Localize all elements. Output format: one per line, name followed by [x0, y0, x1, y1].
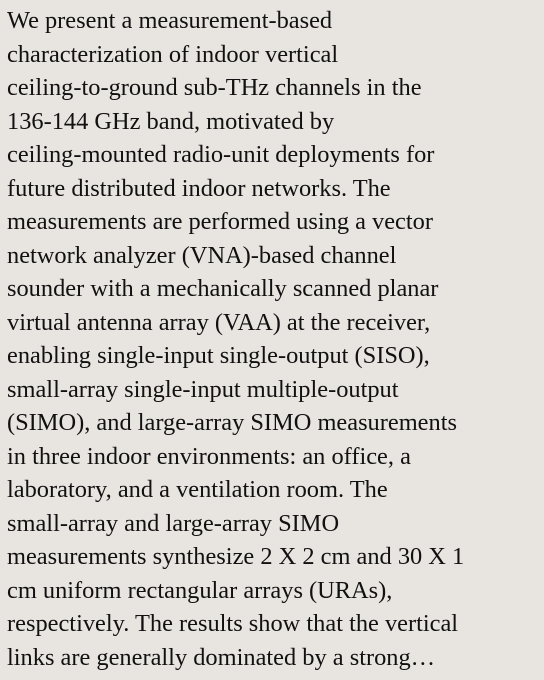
abstract-line: respectively. The results show that the vertical: [7, 610, 459, 637]
abstract-line: (SIMO), and large-array SIMO measurements: [7, 409, 457, 436]
abstract-line: small-array and large-array SIMO: [7, 509, 340, 537]
abstract-line: measurements synthesize 2 X 2 cm and 30 X 1: [7, 543, 465, 570]
abstract-line: links are generally dominated by a strong…: [7, 643, 436, 671]
abstract-line: future distributed indoor networks. The: [7, 174, 391, 202]
abstract-line: ceiling-to-ground sub-THz channels in the: [7, 74, 422, 101]
abstract-text: [7, 4, 537, 674]
abstract-line: measurements are performed using a vector: [7, 208, 433, 235]
abstract-line: small-array single-input multiple-output: [7, 375, 399, 403]
abstract-line: network analyzer (VNA)-based channel: [7, 241, 397, 269]
abstract-line: enabling single-input single-output (SISO),: [7, 342, 430, 369]
abstract-line: virtual antenna array (VAA) at the receiver,: [7, 308, 431, 336]
abstract-line: in three indoor environments: an office, a: [7, 442, 411, 470]
abstract-line: characterization of indoor vertical: [7, 40, 339, 68]
abstract-line: ceiling-mounted radio-unit deployments for: [7, 141, 435, 168]
abstract-line: laboratory, and a ventilation room. The: [7, 476, 388, 503]
abstract-line: cm uniform rectangular arrays (URAs),: [7, 576, 393, 604]
abstract-line: We present a measurement-based: [7, 7, 333, 34]
abstract-line: sounder with a mechanically scanned planar: [7, 275, 439, 302]
abstract-line: 136-144 GHz band, motivated by: [7, 107, 335, 135]
